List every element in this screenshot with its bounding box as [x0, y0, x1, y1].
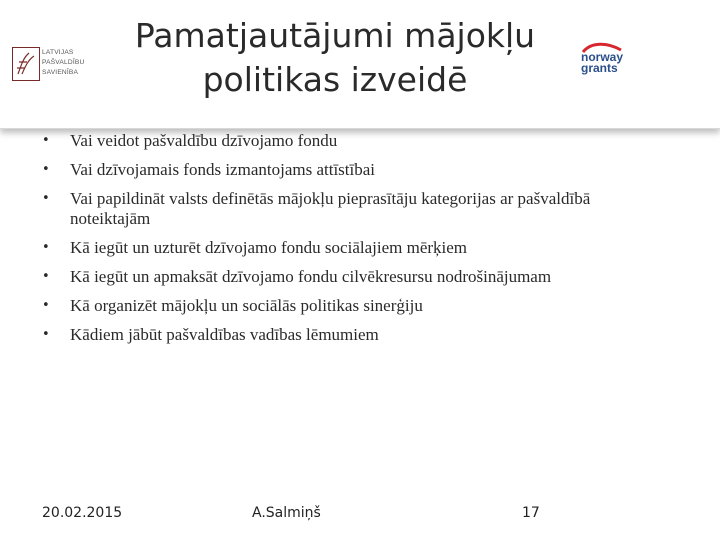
lps-line-2: PAŠVALDĪBU	[42, 58, 85, 66]
bullet-item	[42, 238, 662, 258]
lps-line-3: SAVIENĪBA	[42, 68, 79, 76]
norway-line-2: grants	[581, 61, 618, 75]
bullet-item	[42, 267, 662, 287]
footer-date: 20.02.2015	[42, 505, 123, 521]
bullet-item	[42, 189, 662, 229]
bullet-text: Vai dzīvojamais fonds izmantojams attīstībai	[70, 160, 375, 179]
bullet-item	[42, 325, 662, 345]
lps-emblem-icon	[12, 47, 40, 81]
bullet-dot-icon: •	[42, 298, 50, 313]
bullet-text: Vai veidot pašvaldību dzīvojamo fondu	[70, 131, 338, 150]
bullet-dot-icon: •	[42, 133, 50, 148]
bullet-item	[42, 131, 662, 151]
bullet-dot-icon: •	[42, 162, 50, 177]
bullet-text: Kādiem jābūt pašvaldības vadības lēmumiem	[70, 325, 379, 344]
bullet-text: Vai papildināt valsts definētās mājokļu pieprasītāju kategorijas ar pašvaldībā noteiktajām	[70, 189, 591, 228]
bullet-dot-icon: •	[42, 269, 50, 284]
lps-logo	[12, 47, 102, 81]
lps-line-1: LATVIJAS	[42, 49, 74, 56]
title-line-1: Pamatjautājumi mājokļu	[134, 16, 536, 55]
bullet-dot-icon: •	[42, 240, 50, 255]
norway-line-1: norway	[581, 50, 624, 64]
norway-grants-logo	[577, 40, 637, 80]
bullet-item	[42, 296, 662, 316]
footer-page-number: 17	[522, 505, 540, 521]
lps-logo-text	[42, 48, 102, 77]
bullet-dot-icon: •	[42, 327, 50, 342]
bullet-item	[42, 160, 662, 180]
bullet-text: Kā iegūt un apmaksāt dzīvojamo fondu cilvēkresursu nodrošinājumam	[70, 267, 552, 286]
bullet-list	[42, 131, 662, 345]
slide-title	[100, 14, 570, 102]
norway-logo-text	[581, 52, 623, 74]
bullet-text: Kā iegūt un uzturēt dzīvojamo fondu sociālajiem mērķiem	[70, 238, 468, 257]
slide-header	[0, 0, 720, 129]
bullet-dot-icon: •	[42, 191, 50, 206]
slide-content	[42, 131, 662, 354]
title-line-2: politikas izveidē	[202, 60, 468, 99]
footer-author: A.Salmiņš	[252, 505, 321, 521]
bullet-text: Kā organizēt mājokļu un sociālās politikas sinerģiju	[70, 296, 423, 315]
